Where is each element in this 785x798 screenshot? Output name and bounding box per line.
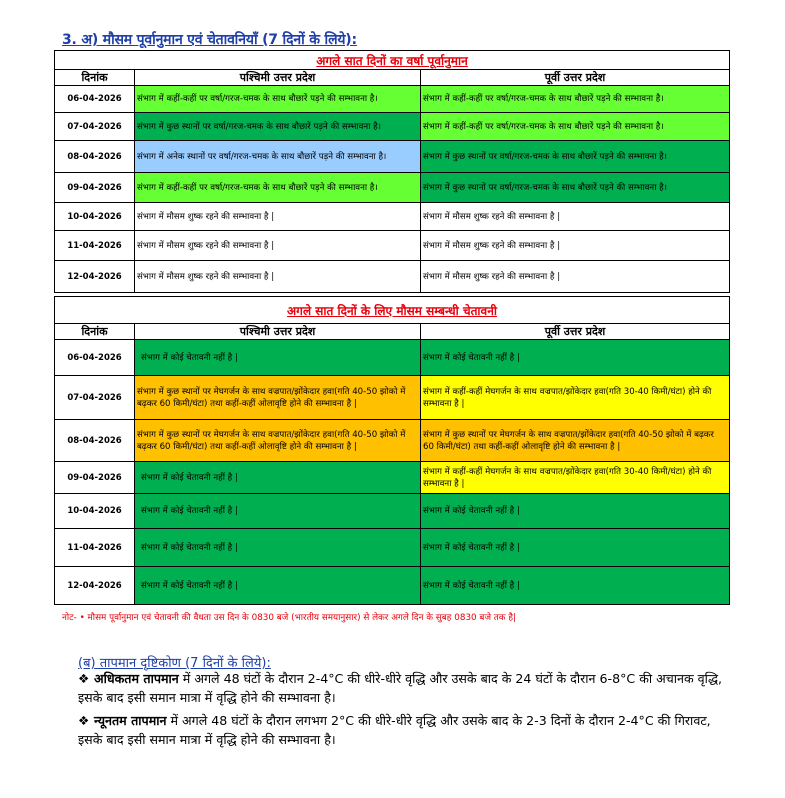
weather-warning-table: [54, 296, 730, 605]
west-forecast-cell: संभाग में मौसम शुष्क रहने की सम्भावना है |: [135, 203, 421, 231]
rain-header-date: दिनांक: [55, 70, 135, 86]
row-date: 09-04-2026: [55, 173, 135, 203]
east-forecast-cell: संभाग में कहीं-कहीं पर वर्षा/गरज-चमक के साथ बौछारें पड़ने की सम्भावना है।: [421, 113, 730, 141]
table-row: [55, 141, 730, 173]
row-date: 11-04-2026: [55, 529, 135, 567]
east-warning-cell: संभाग में कहीं-कहीं मेघगर्जन के साथ वज्रपात/झोंकेदार हवा(गति 30-40 किमी/घंटा) होने की सम्भावना है |: [421, 376, 730, 420]
west-warning-cell: संभाग में कुछ स्थानों पर मेघगर्जन के साथ वज्रपात/झोंकेदार हवा(गति 40-50 झोको में बढ़कर 60 किमी/घंटा) तथा कहीं-कहीं ओलावृष्टि होने की सम्भावना है |: [135, 420, 421, 462]
table-row: [55, 376, 730, 420]
validity-note: नोट- • मौसम पूर्वानुमान एवं चेतावनी की वैधता उस दिन के 0830 बजे (भारतीय समयानुसार) से लेकर अगले दिन के सुबह 0830 बजे तक है|: [62, 613, 516, 623]
section-title: 3. अ) मौसम पूर्वानुमान एवं चेतावनियाँ (7 दिनों के लिये):: [62, 32, 357, 48]
warning-header-east: पूर्वी उत्तर प्रदेश: [421, 324, 730, 340]
east-warning-cell: संभाग में कोई चेतावनी नहीं है |: [421, 494, 730, 529]
table-row: [55, 462, 730, 494]
row-date: 07-04-2026: [55, 376, 135, 420]
row-date: 08-04-2026: [55, 141, 135, 173]
table-row: [55, 113, 730, 141]
table-row: [55, 86, 730, 113]
west-forecast-cell: संभाग में मौसम शुष्क रहने की सम्भावना है |: [135, 261, 421, 293]
table-row: [55, 567, 730, 605]
west-warning-cell: संभाग में कोई चेतावनी नहीं है |: [135, 494, 421, 529]
warning-table-banner: अगले सात दिनों के लिए मौसम सम्बन्धी चेतावनी: [55, 297, 730, 324]
min-temperature-outlook: [78, 711, 733, 749]
table-row: [55, 340, 730, 376]
west-forecast-cell: संभाग में कुछ स्थानों पर वर्षा/गरज-चमक के साथ बौछारें पड़ने की सम्भावना है।: [135, 113, 421, 141]
max-temperature-text: में अगले 48 घंटों के दौरान 2-4°C की धीरे-धीरे वृद्धि और उसके बाद के 24 घंटों के दौरान 6-8°C की अचानक वृद्धि, इसके बाद इसी समान मात्रा में वृद्धि होने की सम्भावना है।: [78, 671, 723, 705]
west-warning-cell: संभाग में कोई चेतावनी नहीं है |: [135, 567, 421, 605]
west-forecast-cell: संभाग में कहीं-कहीं पर वर्षा/गरज-चमक के साथ बौछारें पड़ने की सम्भावना है।: [135, 173, 421, 203]
table-row: [55, 173, 730, 203]
east-forecast-cell: संभाग में कुछ स्थानों पर वर्षा/गरज-चमक के साथ बौछारें पड़ने की सम्भावना है।: [421, 173, 730, 203]
east-forecast-cell: संभाग में मौसम शुष्क रहने की सम्भावना है |: [421, 203, 730, 231]
east-warning-cell: संभाग में कोई चेतावनी नहीं है |: [421, 340, 730, 376]
east-warning-cell: संभाग में कोई चेतावनी नहीं है |: [421, 567, 730, 605]
row-date: 06-04-2026: [55, 340, 135, 376]
west-forecast-cell: संभाग में मौसम शुष्क रहने की सम्भावना है |: [135, 231, 421, 261]
table-row: [55, 494, 730, 529]
row-date: 06-04-2026: [55, 86, 135, 113]
min-temperature-text: में अगले 48 घंटों के दौरान लगभग 2°C की धीरे-धीरे वृद्धि और उसके बाद के 2-3 दिनों के दौरान 2-4°C की गिरावट, इसके बाद इसी समान मात्रा में वृद्धि होने की सम्भावना है।: [78, 713, 711, 747]
row-date: 07-04-2026: [55, 113, 135, 141]
table-row: [55, 261, 730, 293]
rain-table-banner: अगले सात दिनों का वर्षा पूर्वानुमान: [55, 51, 730, 70]
warning-header-date: दिनांक: [55, 324, 135, 340]
east-forecast-cell: संभाग में कुछ स्थानों पर वर्षा/गरज-चमक के साथ बौछारें पड़ने की सम्भावना है।: [421, 141, 730, 173]
row-date: 09-04-2026: [55, 462, 135, 494]
table-row: [55, 529, 730, 567]
warning-header-west: पश्चिमी उत्तर प्रदेश: [135, 324, 421, 340]
table-row: [55, 420, 730, 462]
west-warning-cell: संभाग में कोई चेतावनी नहीं है |: [135, 462, 421, 494]
max-temperature-label: अधिकतम तापमान: [94, 671, 179, 686]
temperature-section-title: (ब) तापमान दृष्टिकोण (7 दिनों के लिये):: [78, 656, 271, 671]
east-forecast-cell: संभाग में मौसम शुष्क रहने की सम्भावना है |: [421, 261, 730, 293]
west-warning-cell: संभाग में कुछ स्थानों पर मेघगर्जन के साथ वज्रपात/झोंकेदार हवा(गति 40-50 झोको में बढ़कर 60 किमी/घंटा) तथा कहीं-कहीं ओलावृष्टि होने की सम्भावना है |: [135, 376, 421, 420]
table-row: [55, 203, 730, 231]
max-temperature-outlook: [78, 669, 733, 707]
row-date: 11-04-2026: [55, 231, 135, 261]
east-warning-cell: संभाग में कुछ स्थानों पर मेघगर्जन के साथ वज्रपात/झोंकेदार हवा(गति 40-50 झोको में बढ़कर 60 किमी/घंटा) तथा कहीं-कहीं ओलावृष्टि होने की सम्भावना है |: [421, 420, 730, 462]
row-date: 12-04-2026: [55, 261, 135, 293]
west-forecast-cell: संभाग में अनेक स्थानों पर वर्षा/गरज-चमक के साथ बौछारें पड़ने की सम्भावना है।: [135, 141, 421, 173]
row-date: 10-04-2026: [55, 203, 135, 231]
east-forecast-cell: संभाग में कहीं-कहीं पर वर्षा/गरज-चमक के साथ बौछारें पड़ने की सम्भावना है।: [421, 86, 730, 113]
rain-header-west: पश्चिमी उत्तर प्रदेश: [135, 70, 421, 86]
rain-header-east: पूर्वी उत्तर प्रदेश: [421, 70, 730, 86]
min-temperature-label: न्यूनतम तापमान: [94, 713, 167, 728]
diamond-bullet-icon: ❖: [78, 671, 90, 686]
diamond-bullet-icon: ❖: [78, 713, 90, 728]
west-warning-cell: संभाग में कोई चेतावनी नहीं है |: [135, 529, 421, 567]
rain-forecast-table: [54, 50, 730, 293]
row-date: 12-04-2026: [55, 567, 135, 605]
row-date: 10-04-2026: [55, 494, 135, 529]
east-warning-cell: संभाग में कोई चेतावनी नहीं है |: [421, 529, 730, 567]
east-forecast-cell: संभाग में मौसम शुष्क रहने की सम्भावना है |: [421, 231, 730, 261]
east-warning-cell: संभाग में कहीं-कहीं मेघगर्जन के साथ वज्रपात/झोंकेदार हवा(गति 30-40 किमी/घंटा) होने की सम्भावना है |: [421, 462, 730, 494]
table-row: [55, 231, 730, 261]
west-warning-cell: संभाग में कोई चेतावनी नहीं है |: [135, 340, 421, 376]
west-forecast-cell: संभाग में कहीं-कहीं पर वर्षा/गरज-चमक के साथ बौछारें पड़ने की सम्भावना है।: [135, 86, 421, 113]
row-date: 08-04-2026: [55, 420, 135, 462]
